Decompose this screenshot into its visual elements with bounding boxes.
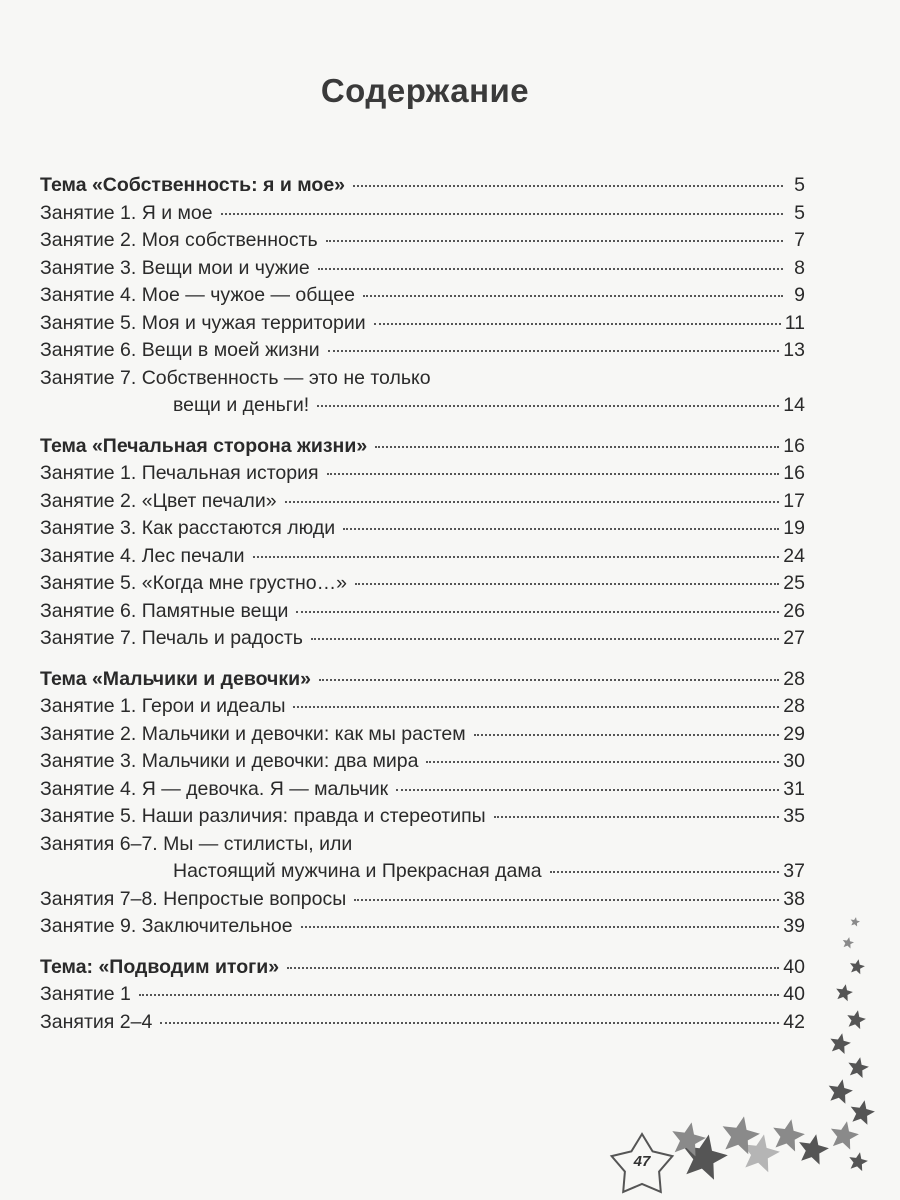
star-icon	[851, 1100, 875, 1125]
entry-page-number: 27	[783, 627, 805, 649]
toc-entry[interactable]	[40, 227, 805, 255]
dot-leader	[474, 733, 780, 736]
toc-entry[interactable]	[40, 460, 805, 488]
toc-entry[interactable]	[40, 721, 805, 749]
dot-leader	[375, 445, 779, 448]
toc-section	[40, 172, 805, 420]
entry-page-number: 14	[783, 394, 805, 416]
toc-heading[interactable]	[40, 433, 805, 461]
entry-title: Занятие 5. «Когда мне грустно…»	[40, 572, 347, 594]
entry-page-number: 28	[783, 695, 805, 717]
toc-entry[interactable]	[40, 543, 805, 571]
dot-leader	[396, 788, 779, 791]
dot-leader	[328, 349, 780, 352]
toc-entry[interactable]	[40, 748, 805, 776]
entry-page-number: 26	[783, 599, 805, 622]
dot-leader	[343, 527, 779, 530]
entry-title: Занятие 2. Моя собственность	[40, 229, 318, 251]
dot-leader	[253, 555, 780, 558]
dot-leader	[293, 705, 779, 708]
entry-page-number: 5	[794, 201, 805, 224]
entry-title: Занятие 4. Лес печали	[40, 544, 245, 567]
toc-entry[interactable]	[40, 515, 805, 543]
page-number: 47	[633, 1153, 651, 1170]
entry-title: Занятие 9. Заключительное	[40, 915, 293, 937]
toc-entry[interactable]	[40, 255, 805, 283]
entry-title: Занятие 4. Мое — чужое — общее	[40, 284, 355, 306]
entry-page-number: 25	[783, 572, 805, 594]
entry-title: Занятие 7. Печаль и радость	[40, 627, 303, 649]
dot-leader	[319, 678, 779, 681]
dot-leader	[311, 637, 779, 640]
entry-page-number: 38	[783, 887, 805, 910]
dot-leader	[374, 322, 781, 325]
toc-entry[interactable]	[40, 831, 805, 859]
entry-page-number: 42	[783, 1010, 805, 1033]
star-icon	[849, 1152, 868, 1171]
entry-page-number: 16	[783, 462, 805, 484]
toc-heading[interactable]	[40, 666, 805, 694]
entry-page-number: 35	[783, 805, 805, 827]
entry-page-number: 19	[783, 517, 805, 539]
entry-title: Занятие 5. Наши различия: правда и стереотипы	[40, 805, 486, 827]
star-icon	[848, 1057, 869, 1078]
toc-section	[40, 433, 805, 653]
star-icon	[851, 917, 860, 926]
toc-entry[interactable]	[40, 598, 805, 626]
entry-title: Тема «Собственность: я и мое»	[40, 174, 346, 196]
toc-entry[interactable]	[40, 693, 805, 721]
entry-page-number: 5	[794, 174, 805, 196]
entry-title: Занятие 3. Мальчики и девочки: два мира	[40, 750, 419, 772]
dot-leader	[550, 870, 780, 873]
dot-leader	[494, 815, 780, 818]
entry-title: Занятия 7–8. Непростые вопросы	[40, 887, 347, 910]
dot-leader	[296, 610, 779, 613]
toc-entry[interactable]	[40, 392, 805, 420]
entry-page-number: 31	[783, 777, 805, 800]
dot-leader	[426, 760, 779, 763]
entry-title: Занятие 6. Памятные вещи	[40, 599, 289, 622]
star-icon	[847, 1010, 866, 1029]
entry-page-number: 28	[783, 667, 805, 690]
entry-page-number: 13	[783, 339, 805, 361]
entry-title: Настоящий мужчина и Прекрасная дама	[173, 860, 542, 882]
dot-leader	[317, 404, 779, 407]
star-icon	[830, 1033, 851, 1054]
entry-title: Занятие 1. Герои и идеалы	[40, 695, 286, 717]
entry-title: Занятие 1. Печальная история	[40, 462, 319, 484]
entry-title: Занятие 4. Я — девочка. Я — мальчик	[40, 777, 389, 800]
star-icon	[836, 984, 853, 1001]
star-icon	[799, 1134, 829, 1164]
entry-title: Занятие 2. «Цвет печали»	[40, 489, 277, 512]
dot-leader	[221, 212, 783, 215]
toc-entry[interactable]	[40, 625, 805, 653]
star-icon	[843, 937, 854, 948]
dot-leader	[285, 500, 780, 503]
toc-entry[interactable]	[40, 310, 805, 338]
entry-page-number: 11	[784, 311, 805, 334]
entry-title: Занятие 2. Мальчики и девочки: как мы растем	[40, 722, 466, 745]
toc-entry[interactable]	[40, 570, 805, 598]
entry-page-number: 16	[783, 434, 805, 457]
entry-title: Занятия 2–4	[40, 1010, 153, 1033]
entry-page-number: 8	[794, 256, 805, 279]
entry-page-number: 40	[783, 983, 805, 1005]
entry-page-number: 30	[783, 750, 805, 772]
dot-leader	[326, 239, 783, 242]
entry-page-number: 29	[783, 722, 805, 745]
entry-title: Тема «Мальчики и девочки»	[40, 667, 311, 690]
entry-title: Занятие 5. Моя и чужая территории	[40, 311, 366, 334]
toc-heading[interactable]	[40, 172, 805, 200]
toc-entry[interactable]	[40, 776, 805, 804]
star-icon	[829, 1079, 853, 1104]
entry-page-number: 24	[783, 544, 805, 567]
entry-title: Занятие 1. Я и мое	[40, 201, 213, 224]
dot-leader	[353, 184, 783, 187]
entry-title: вещи и деньги!	[173, 394, 310, 416]
dot-leader	[355, 582, 779, 585]
star-icon	[773, 1119, 805, 1151]
toc-entry[interactable]	[40, 803, 805, 831]
star-icon	[831, 1121, 859, 1149]
toc-entry[interactable]	[40, 200, 805, 228]
page-title: Содержание	[320, 72, 530, 109]
entry-title: Занятие 1	[40, 983, 131, 1005]
entry-title: Тема «Печальная сторона жизни»	[40, 434, 368, 457]
entry-page-number: 17	[783, 489, 805, 512]
entry-page-number: 37	[783, 860, 805, 882]
entry-page-number: 9	[794, 284, 805, 306]
entry-page-number: 39	[783, 915, 805, 937]
toc-entry[interactable]	[40, 858, 805, 886]
entry-title: Тема: «Подводим итоги»	[40, 955, 280, 978]
entry-page-number: 7	[794, 229, 805, 251]
entry-title: Занятие 3. Как расстаются люди	[40, 517, 336, 539]
entry-title: Занятия 6–7. Мы — стилисты, или	[40, 832, 353, 855]
star-icon	[850, 959, 865, 974]
entry-page-number: 40	[783, 955, 805, 978]
dot-leader	[318, 267, 783, 270]
dot-leader	[363, 294, 783, 297]
toc-entry[interactable]	[40, 488, 805, 516]
toc-entry[interactable]	[40, 282, 805, 310]
entry-title: Занятие 7. Собственность — это не только	[40, 366, 431, 389]
entry-title: Занятие 3. Вещи мои и чужие	[40, 256, 310, 279]
entry-title: Занятие 6. Вещи в моей жизни	[40, 339, 320, 361]
toc-entry[interactable]	[40, 365, 805, 393]
toc-entry[interactable]	[40, 337, 805, 365]
dot-leader	[327, 472, 780, 475]
